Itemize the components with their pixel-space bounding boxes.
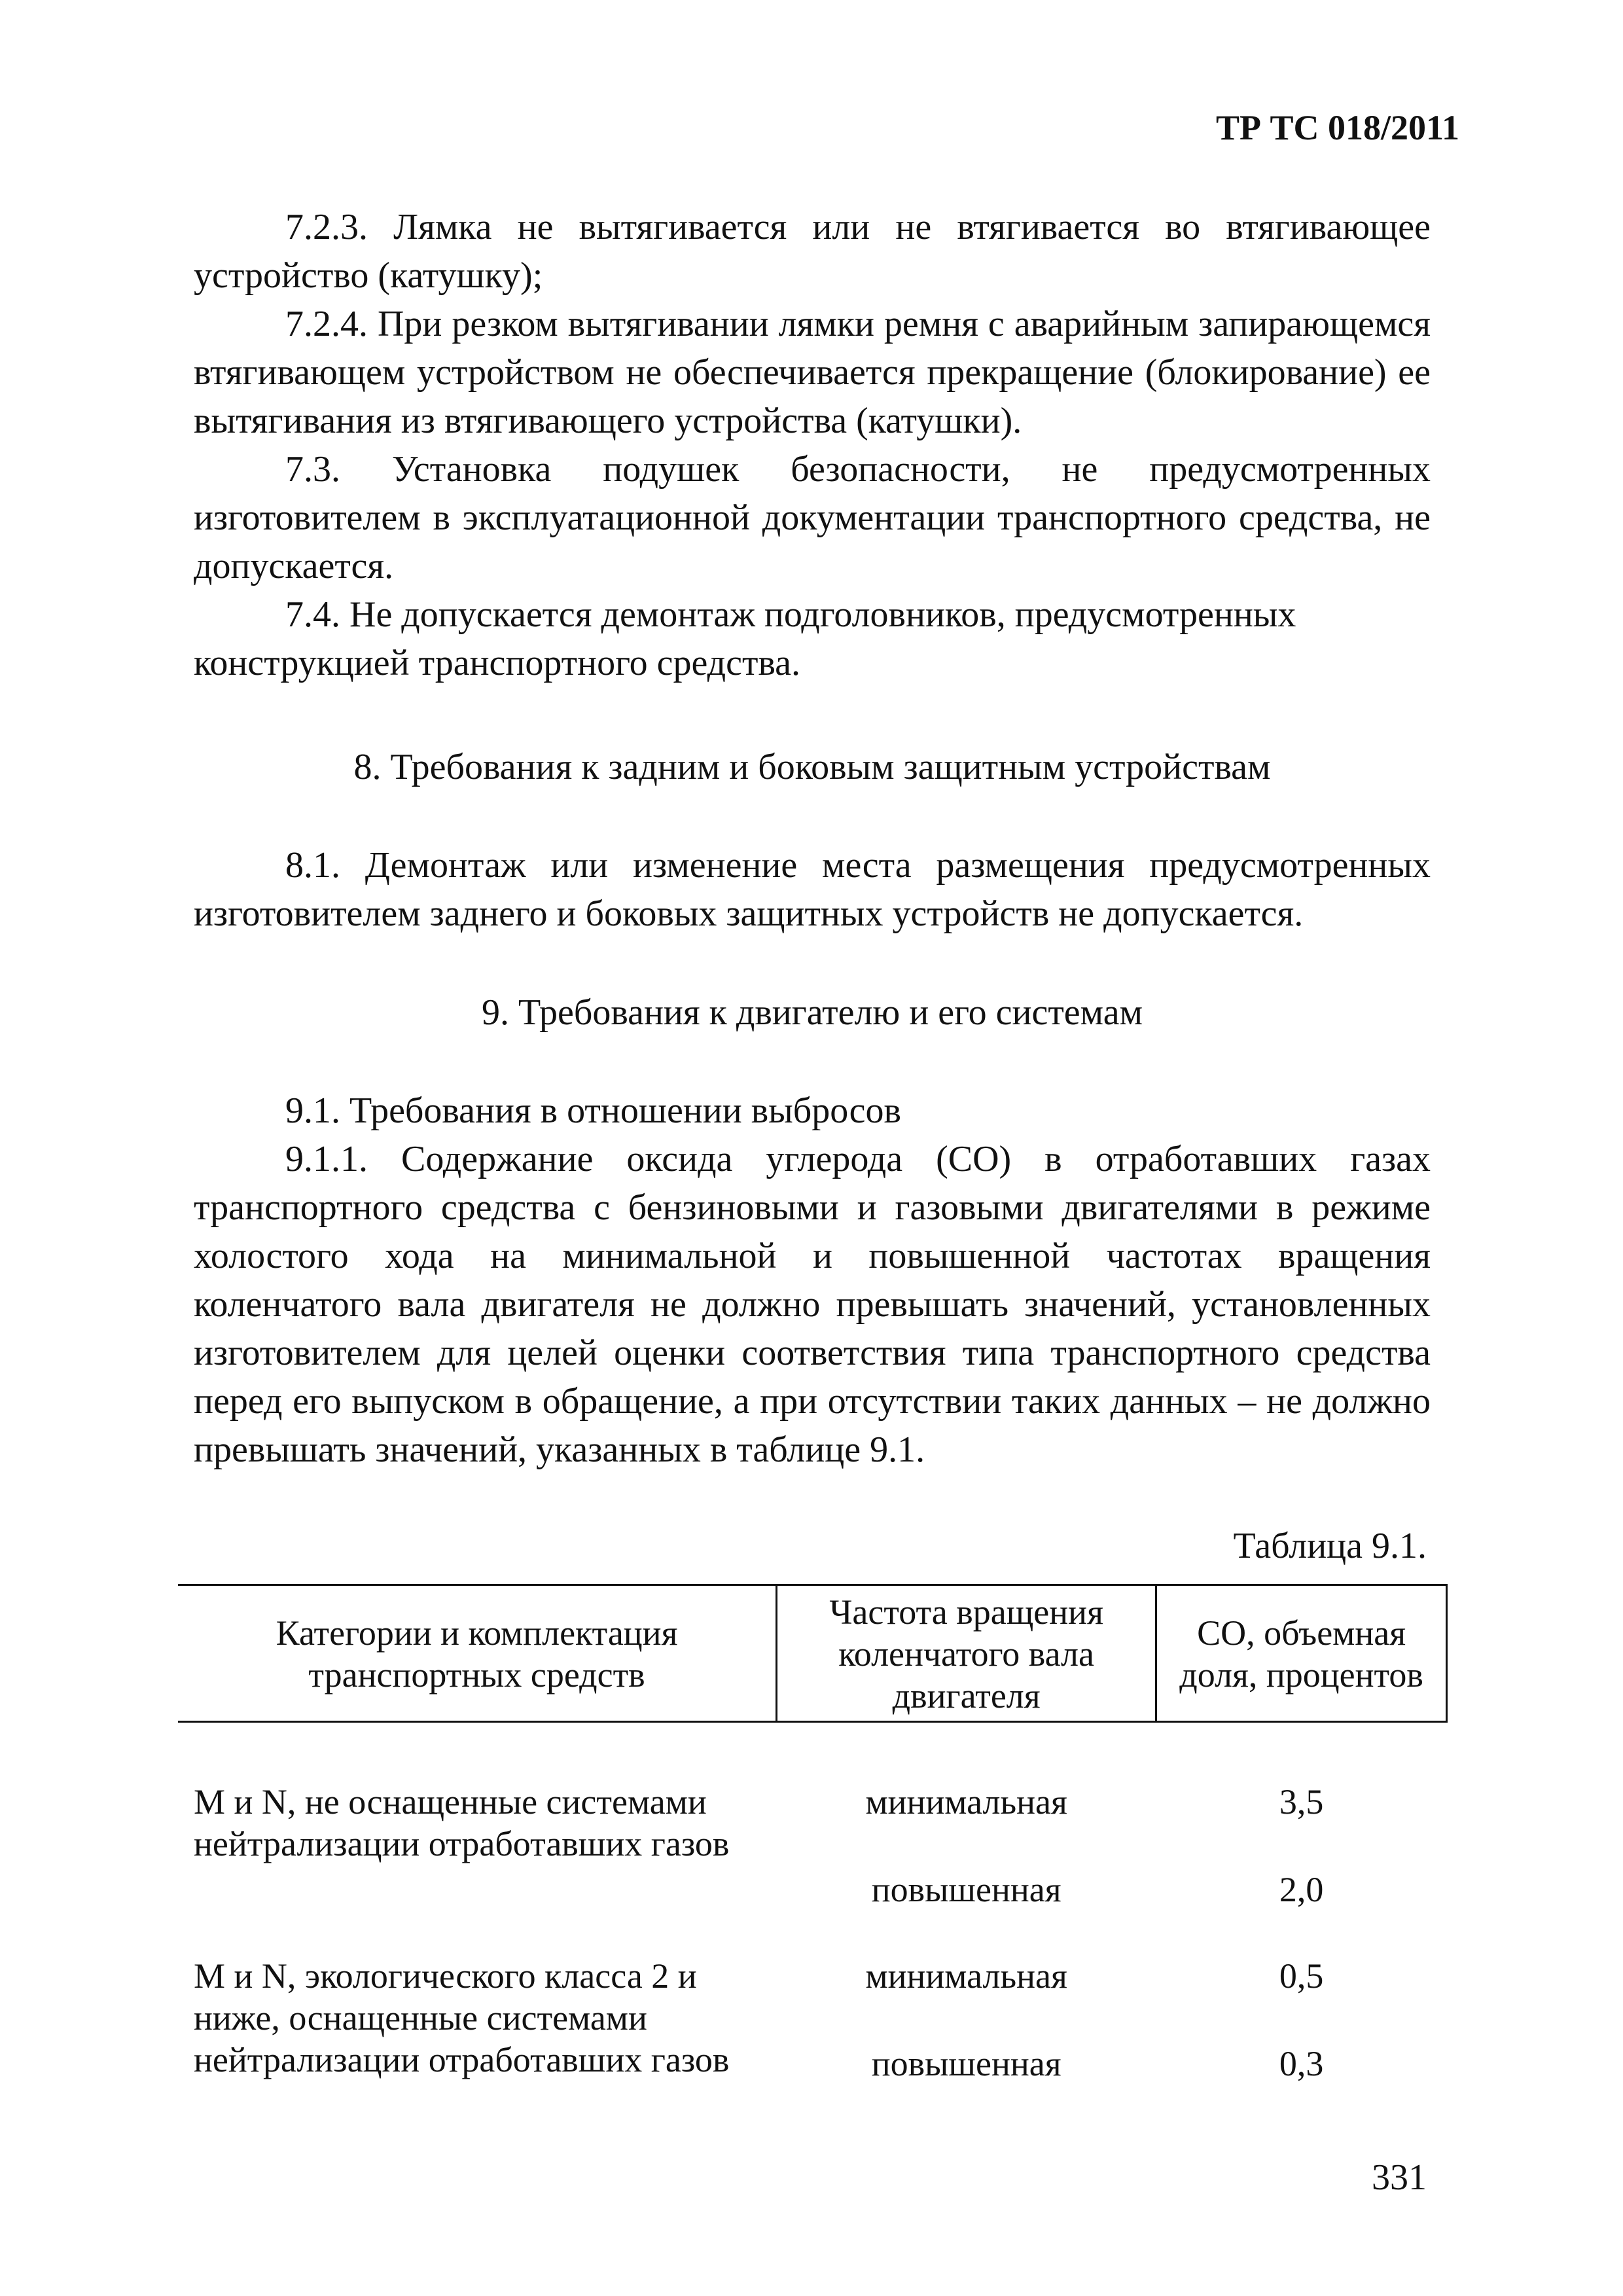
frequency-cell: минимальная <box>865 1782 1067 1821</box>
paragraph-7-3: 7.3. Установка подушек безопасности, не предусмотренных изготовителем в эксплуатационной документации транспортного средства, не допускается. <box>194 449 1431 586</box>
frequency-cell: повышенная <box>871 1869 1061 1909</box>
co-value-cell: 0,5 <box>1279 1956 1324 1996</box>
co-value-cell: 3,5 <box>1279 1782 1324 1821</box>
paragraph-7-2-3: 7.2.3. Лямка не вытягивается или не втягивается во втягивающее устройство (катушку); <box>194 207 1431 296</box>
section-7-text <box>194 203 1431 687</box>
table-caption: Таблица 9.1. <box>1233 1526 1427 1566</box>
paragraph-7-4: 7.4. Не допускается демонтаж подголовников, предусмотренных конструкцией транспортного средства. <box>194 594 1296 683</box>
table-header-row <box>178 1585 1447 1722</box>
section-9-text <box>194 1086 1431 1474</box>
paragraph-9-1-1: 9.1.1. Содержание оксида углерода (СО) в отработавших газах транспортного средства с бензиновыми и газовыми двигателями в режиме холостого хода на минимальной и повышенной частотах вращения коленчатого вала двигателя не должно превышать значений, установленных изготовителем для целей оценки соответствия типа транспортного средства перед его выпуском в обращение, а при отсутствии таких данных – не должно превышать значений, указанных в таблице 9.1. <box>194 1139 1431 1470</box>
header-co: СО, объемная доля, процентов <box>1156 1585 1447 1722</box>
co-emission-table <box>178 1584 1448 2085</box>
paragraph-8-1: 8.1. Демонтаж или изменение места размещения предусмотренных изготовителем заднего и боковых защитных устройств не допускается. <box>194 845 1431 934</box>
frequency-cell: повышенная <box>871 2043 1061 2083</box>
frequency-cell: минимальная <box>865 1956 1067 1996</box>
document-code: ТР ТС 018/2011 <box>1215 108 1459 147</box>
page-number: 331 <box>1372 2157 1427 2198</box>
co-value-cell: 0,3 <box>1279 2043 1324 2083</box>
category-cell: M и N, не оснащенные системами нейтрализации отработавших газов <box>194 1782 730 1863</box>
header-category: Категории и комплектация транспортных средств <box>178 1585 777 1722</box>
category-cell: M и N, экологического класса 2 и ниже, оснащенные системами нейтрализации отработавших газов <box>194 1956 730 2079</box>
header-frequency: Частота вращения коленчатого вала двигателя <box>777 1585 1156 1722</box>
section-8-text <box>194 841 1431 938</box>
subsection-9-1-title: 9.1. Требования в отношении выбросов <box>285 1090 901 1131</box>
table-row <box>178 1781 1447 1825</box>
table-row <box>178 1955 1447 2000</box>
section-9-title: 9. Требования к двигателю и его системам <box>481 992 1143 1033</box>
section-8-title: 8. Требования к задним и боковым защитным устройствам <box>353 747 1271 787</box>
paragraph-7-2-4: 7.2.4. При резком вытягивании лямки ремня с аварийным запирающемся втягивающем устройством не обеспечивается прекращение (блокирование) ее вытягивания из втягивающего устройства (катушки). <box>194 304 1431 441</box>
co-value-cell: 2,0 <box>1279 1869 1324 1909</box>
